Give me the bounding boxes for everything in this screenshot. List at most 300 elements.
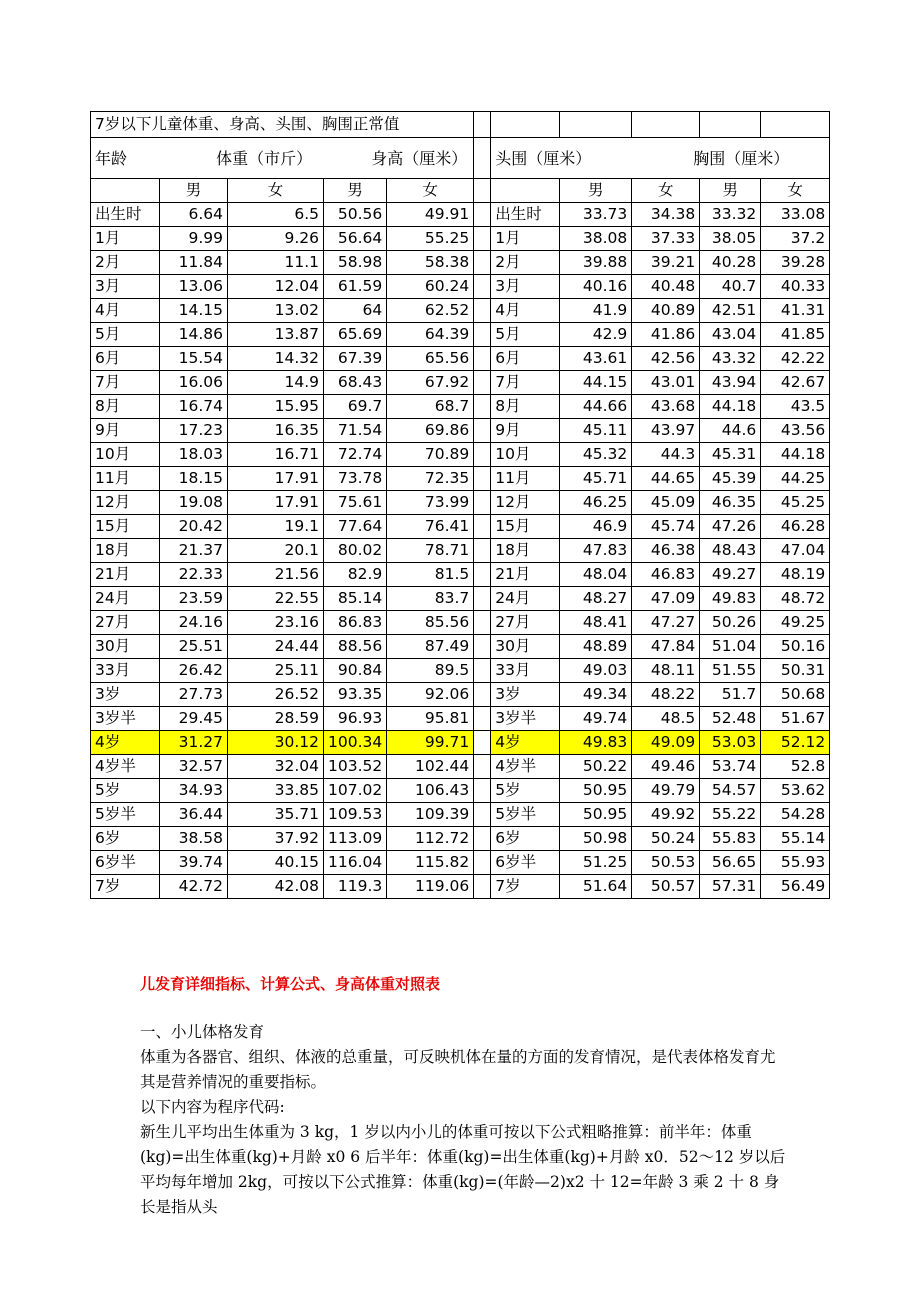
value-cell: 51.67 (761, 707, 830, 731)
value-cell: 92.06 (387, 683, 474, 707)
value-cell: 48.5 (632, 707, 700, 731)
value-cell: 64 (324, 299, 387, 323)
value-cell: 49.83 (700, 587, 761, 611)
value-cell: 40.28 (700, 251, 761, 275)
value-cell: 16.35 (228, 419, 324, 443)
age-cell: 8月 (491, 395, 560, 419)
value-cell: 80.02 (324, 539, 387, 563)
value-cell: 54.57 (700, 779, 761, 803)
age-cell: 9月 (91, 419, 160, 443)
value-cell: 107.02 (324, 779, 387, 803)
value-cell: 49.27 (700, 563, 761, 587)
value-cell: 33.08 (761, 203, 830, 227)
age-cell: 出生时 (491, 203, 560, 227)
value-cell: 50.98 (560, 827, 632, 851)
table-gap-cell (474, 587, 491, 611)
value-cell: 50.31 (761, 659, 830, 683)
empty-cell (491, 112, 560, 138)
value-cell: 44.3 (632, 443, 700, 467)
table-row (91, 827, 830, 851)
value-cell: 41.9 (560, 299, 632, 323)
value-cell: 49.92 (632, 803, 700, 827)
value-cell: 65.69 (324, 323, 387, 347)
value-cell: 11.1 (228, 251, 324, 275)
value-cell: 49.74 (560, 707, 632, 731)
value-cell: 69.86 (387, 419, 474, 443)
value-cell: 53.62 (761, 779, 830, 803)
table-gap-cell (474, 563, 491, 587)
value-cell: 52.12 (761, 731, 830, 755)
table-gap-cell (474, 371, 491, 395)
value-cell: 41.31 (761, 299, 830, 323)
age-cell: 出生时 (91, 203, 160, 227)
value-cell: 38.08 (560, 227, 632, 251)
table-row (91, 755, 830, 779)
empty-cell (632, 112, 700, 138)
article-body (140, 972, 790, 1220)
value-cell: 14.9 (228, 371, 324, 395)
age-cell: 24月 (91, 587, 160, 611)
table-row (91, 419, 830, 443)
value-cell: 50.16 (761, 635, 830, 659)
table-gap-cell (474, 803, 491, 827)
value-cell: 42.08 (228, 875, 324, 899)
value-cell: 88.56 (324, 635, 387, 659)
table-gap-cell (474, 227, 491, 251)
value-cell: 115.82 (387, 851, 474, 875)
age-cell: 6岁半 (491, 851, 560, 875)
value-cell: 47.84 (632, 635, 700, 659)
value-cell: 83.7 (387, 587, 474, 611)
age-cell: 30月 (491, 635, 560, 659)
table-gap-cell (474, 179, 491, 203)
table-gap-cell (474, 491, 491, 515)
table-row (91, 659, 830, 683)
value-cell: 51.04 (700, 635, 761, 659)
empty-cell (560, 112, 632, 138)
value-cell: 32.04 (228, 755, 324, 779)
value-cell: 24.16 (160, 611, 228, 635)
value-cell: 50.95 (560, 779, 632, 803)
value-cell: 9.26 (228, 227, 324, 251)
header-weight: 体重（市斤） (216, 148, 313, 168)
age-cell: 8月 (91, 395, 160, 419)
value-cell: 85.56 (387, 611, 474, 635)
value-cell: 50.26 (700, 611, 761, 635)
value-cell: 69.7 (324, 395, 387, 419)
value-cell: 50.24 (632, 827, 700, 851)
table-row (91, 635, 830, 659)
value-cell: 52.48 (700, 707, 761, 731)
paragraph-weight-formula: 新生儿平均出生体重为 3 kg，1 岁以内小儿的体重可按以下公式粗略推算：前半年：体重(kg)=出生体重(kg)+月龄 x0 6 后半年：体重(kg)=出生体重(kg)+月龄 x0．52～12 岁以后平均每年增加 2kg，可按以下公式推算：体重(kg)=(年龄—2)x2 十 12=年龄 3 乘 2 十 8 身长是指从头 (140, 1123, 786, 1216)
value-cell: 13.87 (228, 323, 324, 347)
value-cell: 96.93 (324, 707, 387, 731)
age-cell: 10月 (491, 443, 560, 467)
value-cell: 43.04 (700, 323, 761, 347)
value-cell: 13.06 (160, 275, 228, 299)
header-head-circumference: 头围（厘米） (495, 148, 592, 168)
value-cell: 106.43 (387, 779, 474, 803)
value-cell: 17.91 (228, 467, 324, 491)
table-gap-cell (474, 875, 491, 899)
table-gap-cell (474, 138, 491, 179)
value-cell: 113.09 (324, 827, 387, 851)
value-cell: 26.42 (160, 659, 228, 683)
value-cell: 16.74 (160, 395, 228, 419)
value-cell: 27.73 (160, 683, 228, 707)
value-cell: 37.33 (632, 227, 700, 251)
age-cell: 5岁 (91, 779, 160, 803)
value-cell: 33.32 (700, 203, 761, 227)
value-cell: 43.94 (700, 371, 761, 395)
value-cell: 31.27 (160, 731, 228, 755)
table-subheader-row (91, 179, 830, 203)
table-gap-cell (474, 112, 491, 138)
subheader-female: 女 (632, 179, 700, 203)
value-cell: 112.72 (387, 827, 474, 851)
section-title: 一、小儿体格发育 (140, 1023, 265, 1041)
age-cell: 6岁 (491, 827, 560, 851)
value-cell: 46.38 (632, 539, 700, 563)
value-cell: 65.56 (387, 347, 474, 371)
value-cell: 55.22 (700, 803, 761, 827)
value-cell: 49.03 (560, 659, 632, 683)
value-cell: 53.03 (700, 731, 761, 755)
value-cell: 49.79 (632, 779, 700, 803)
value-cell: 81.5 (387, 563, 474, 587)
value-cell: 28.59 (228, 707, 324, 731)
table-gap-cell (474, 707, 491, 731)
value-cell: 22.55 (228, 587, 324, 611)
value-cell: 49.91 (387, 203, 474, 227)
age-cell: 4岁半 (91, 755, 160, 779)
value-cell: 38.05 (700, 227, 761, 251)
value-cell: 85.14 (324, 587, 387, 611)
value-cell: 13.02 (228, 299, 324, 323)
value-cell: 62.52 (387, 299, 474, 323)
value-cell: 78.71 (387, 539, 474, 563)
age-cell: 5岁 (491, 779, 560, 803)
value-cell: 45.11 (560, 419, 632, 443)
value-cell: 56.65 (700, 851, 761, 875)
value-cell: 102.44 (387, 755, 474, 779)
value-cell: 44.18 (761, 443, 830, 467)
age-cell: 21月 (491, 563, 560, 587)
value-cell: 46.28 (761, 515, 830, 539)
age-cell: 18月 (491, 539, 560, 563)
age-cell: 6月 (491, 347, 560, 371)
value-cell: 44.6 (700, 419, 761, 443)
value-cell: 50.57 (632, 875, 700, 899)
value-cell: 40.33 (761, 275, 830, 299)
value-cell: 55.25 (387, 227, 474, 251)
value-cell: 57.31 (700, 875, 761, 899)
table-row (91, 875, 830, 899)
header-height: 身高（厘米） (371, 148, 468, 168)
value-cell: 49.25 (761, 611, 830, 635)
value-cell: 55.14 (761, 827, 830, 851)
value-cell: 48.72 (761, 587, 830, 611)
value-cell: 49.09 (632, 731, 700, 755)
header-age: 年龄 (95, 148, 128, 168)
value-cell: 17.23 (160, 419, 228, 443)
table-gap-cell (474, 515, 491, 539)
value-cell: 43.61 (560, 347, 632, 371)
age-cell: 18月 (91, 539, 160, 563)
value-cell: 87.49 (387, 635, 474, 659)
table-title-row (91, 112, 830, 138)
value-cell: 48.89 (560, 635, 632, 659)
age-cell: 12月 (91, 491, 160, 515)
age-cell: 24月 (491, 587, 560, 611)
value-cell: 50.22 (560, 755, 632, 779)
value-cell: 48.04 (560, 563, 632, 587)
value-cell: 36.44 (160, 803, 228, 827)
value-cell: 55.93 (761, 851, 830, 875)
value-cell: 103.52 (324, 755, 387, 779)
value-cell: 44.66 (560, 395, 632, 419)
value-cell: 73.78 (324, 467, 387, 491)
table-row (91, 299, 830, 323)
table-gap-cell (474, 419, 491, 443)
value-cell: 40.7 (700, 275, 761, 299)
table-gap-cell (474, 659, 491, 683)
value-cell: 45.32 (560, 443, 632, 467)
subheader-male: 男 (700, 179, 761, 203)
value-cell: 109.53 (324, 803, 387, 827)
value-cell: 40.48 (632, 275, 700, 299)
value-cell: 11.84 (160, 251, 228, 275)
table-gap-cell (474, 299, 491, 323)
value-cell: 47.26 (700, 515, 761, 539)
value-cell: 24.44 (228, 635, 324, 659)
age-cell: 12月 (491, 491, 560, 515)
table-gap-cell (474, 683, 491, 707)
age-cell: 3月 (91, 275, 160, 299)
age-cell: 3岁半 (91, 707, 160, 731)
value-cell: 15.95 (228, 395, 324, 419)
value-cell: 42.72 (160, 875, 228, 899)
age-cell: 4月 (91, 299, 160, 323)
value-cell: 71.54 (324, 419, 387, 443)
value-cell: 119.06 (387, 875, 474, 899)
value-cell: 45.39 (700, 467, 761, 491)
subheader-female: 女 (761, 179, 830, 203)
empty-cell (761, 112, 830, 138)
age-cell: 7岁 (91, 875, 160, 899)
value-cell: 14.86 (160, 323, 228, 347)
table-row (91, 779, 830, 803)
value-cell: 46.25 (560, 491, 632, 515)
value-cell: 51.25 (560, 851, 632, 875)
age-cell: 30月 (91, 635, 160, 659)
value-cell: 42.56 (632, 347, 700, 371)
age-cell: 10月 (91, 443, 160, 467)
age-cell: 3月 (491, 275, 560, 299)
age-cell: 4岁 (491, 731, 560, 755)
table-row (91, 227, 830, 251)
growth-norms-table (90, 111, 830, 899)
left-header-cell (91, 138, 474, 179)
value-cell: 21.56 (228, 563, 324, 587)
empty-cell (700, 112, 761, 138)
value-cell: 55.83 (700, 827, 761, 851)
value-cell: 45.71 (560, 467, 632, 491)
table-row (91, 443, 830, 467)
age-cell: 27月 (91, 611, 160, 635)
value-cell: 72.74 (324, 443, 387, 467)
age-cell: 6岁半 (91, 851, 160, 875)
table-row (91, 395, 830, 419)
value-cell: 52.8 (761, 755, 830, 779)
value-cell: 12.04 (228, 275, 324, 299)
value-cell: 109.39 (387, 803, 474, 827)
value-cell: 50.56 (324, 203, 387, 227)
age-cell: 5月 (491, 323, 560, 347)
table-gap-cell (474, 611, 491, 635)
value-cell: 93.35 (324, 683, 387, 707)
age-cell: 3岁 (491, 683, 560, 707)
value-cell: 29.45 (160, 707, 228, 731)
value-cell: 16.06 (160, 371, 228, 395)
value-cell: 42.9 (560, 323, 632, 347)
value-cell: 39.21 (632, 251, 700, 275)
value-cell: 49.83 (560, 731, 632, 755)
table-gap-cell (474, 443, 491, 467)
value-cell: 44.15 (560, 371, 632, 395)
value-cell: 23.16 (228, 611, 324, 635)
value-cell: 20.42 (160, 515, 228, 539)
value-cell: 39.74 (160, 851, 228, 875)
table-row (91, 707, 830, 731)
value-cell: 15.54 (160, 347, 228, 371)
value-cell: 68.43 (324, 371, 387, 395)
age-cell: 3岁半 (491, 707, 560, 731)
table-gap-cell (474, 731, 491, 755)
age-cell: 9月 (491, 419, 560, 443)
value-cell: 116.04 (324, 851, 387, 875)
age-cell: 11月 (491, 467, 560, 491)
table-row (91, 203, 830, 227)
table-gap-cell (474, 851, 491, 875)
value-cell: 43.97 (632, 419, 700, 443)
value-cell: 22.33 (160, 563, 228, 587)
table-row (91, 539, 830, 563)
value-cell: 40.15 (228, 851, 324, 875)
value-cell: 99.71 (387, 731, 474, 755)
value-cell: 49.46 (632, 755, 700, 779)
subheader-male: 男 (560, 179, 632, 203)
age-cell: 1月 (91, 227, 160, 251)
subheader-male: 男 (160, 179, 228, 203)
value-cell: 44.18 (700, 395, 761, 419)
value-cell: 50.53 (632, 851, 700, 875)
value-cell: 20.1 (228, 539, 324, 563)
age-cell: 33月 (491, 659, 560, 683)
table-row (91, 347, 830, 371)
value-cell: 45.31 (700, 443, 761, 467)
value-cell: 48.27 (560, 587, 632, 611)
value-cell: 51.55 (700, 659, 761, 683)
table-header-row (91, 138, 830, 179)
table-row (91, 803, 830, 827)
value-cell: 42.67 (761, 371, 830, 395)
age-cell: 15月 (491, 515, 560, 539)
table-gap-cell (474, 275, 491, 299)
value-cell: 75.61 (324, 491, 387, 515)
table-row (91, 467, 830, 491)
value-cell: 56.64 (324, 227, 387, 251)
value-cell: 46.83 (632, 563, 700, 587)
table-row (91, 851, 830, 875)
table-gap-cell (474, 755, 491, 779)
table-row (91, 611, 830, 635)
value-cell: 47.83 (560, 539, 632, 563)
value-cell: 39.88 (560, 251, 632, 275)
age-cell: 6岁 (91, 827, 160, 851)
age-cell: 4岁半 (491, 755, 560, 779)
age-cell: 2月 (91, 251, 160, 275)
age-cell: 6月 (91, 347, 160, 371)
table-row (91, 731, 830, 755)
value-cell: 45.09 (632, 491, 700, 515)
value-cell: 47.04 (761, 539, 830, 563)
value-cell: 43.5 (761, 395, 830, 419)
value-cell: 53.74 (700, 755, 761, 779)
value-cell: 45.25 (761, 491, 830, 515)
value-cell: 48.19 (761, 563, 830, 587)
article-heading: 儿发育详细指标、计算公式、身高体重对照表 (140, 975, 441, 993)
age-cell: 7岁 (491, 875, 560, 899)
table-row (91, 587, 830, 611)
table-gap-cell (474, 635, 491, 659)
value-cell: 6.5 (228, 203, 324, 227)
table-gap-cell (474, 251, 491, 275)
value-cell: 70.89 (387, 443, 474, 467)
table-row (91, 515, 830, 539)
value-cell: 86.83 (324, 611, 387, 635)
value-cell: 54.28 (761, 803, 830, 827)
age-cell: 1月 (491, 227, 560, 251)
table-row (91, 323, 830, 347)
value-cell: 56.49 (761, 875, 830, 899)
age-cell: 2月 (491, 251, 560, 275)
value-cell: 89.5 (387, 659, 474, 683)
table-row (91, 491, 830, 515)
value-cell: 60.24 (387, 275, 474, 299)
value-cell: 67.39 (324, 347, 387, 371)
table-row (91, 563, 830, 587)
value-cell: 35.71 (228, 803, 324, 827)
header-chest-circumference: 胸围（厘米） (693, 148, 790, 168)
value-cell: 43.56 (761, 419, 830, 443)
value-cell: 25.11 (228, 659, 324, 683)
table-row (91, 683, 830, 707)
value-cell: 48.11 (632, 659, 700, 683)
age-cell: 5岁半 (91, 803, 160, 827)
value-cell: 37.2 (761, 227, 830, 251)
age-cell: 11月 (91, 467, 160, 491)
value-cell: 23.59 (160, 587, 228, 611)
value-cell: 100.34 (324, 731, 387, 755)
value-cell: 76.41 (387, 515, 474, 539)
value-cell: 41.85 (761, 323, 830, 347)
value-cell: 46.35 (700, 491, 761, 515)
value-cell: 119.3 (324, 875, 387, 899)
value-cell: 46.9 (560, 515, 632, 539)
value-cell: 90.84 (324, 659, 387, 683)
table-gap-cell (474, 203, 491, 227)
